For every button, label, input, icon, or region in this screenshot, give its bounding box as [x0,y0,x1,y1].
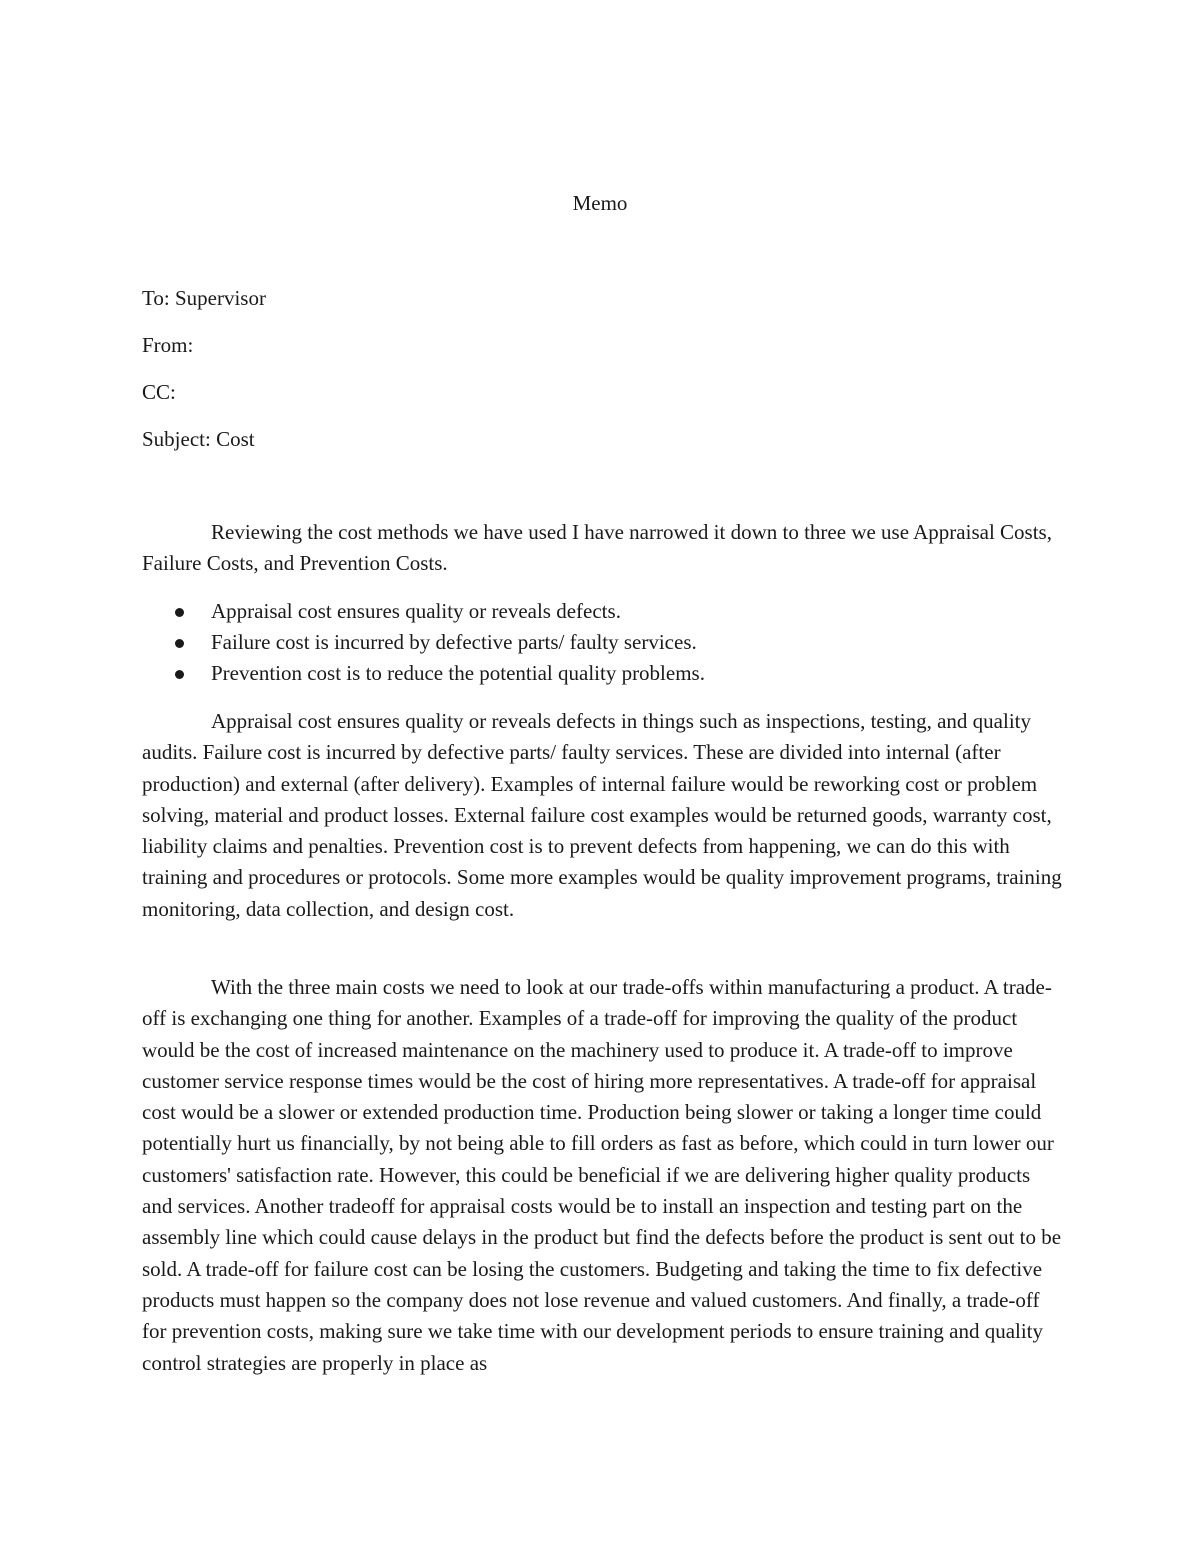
intro-paragraph: Reviewing the cost methods we have used I have narrowed it down to three we use Appraisal Costs, Failure Costs, and Prevention Costs. [142,520,1052,576]
to-field: To: Supervisor [142,286,266,310]
cost-details-paragraph: Appraisal cost ensures quality or reveals defects in things such as inspections, testing, and quality audits. Failure cost is incurred by defective parts/ faulty services. These are divided into internal (after production) and external (after delivery). Examples of internal failure would be reworking cost or problem solving, material and product losses. External failure cost examples would be returned goods, warranty cost, liability claims and penalties. Prevention cost is to prevent defects from happening, we can do this with training and procedures or protocols. Some more examples would be quality improvement programs, training monitoring, data collection, and design cost. [142,709,1062,921]
intro-paragraph-block [142,517,1062,580]
list-item [142,596,1062,627]
bullet-icon [175,608,184,617]
list-item [142,627,1062,658]
cc-field: CC: [142,380,176,404]
list-item-text: Prevention cost is to reduce the potential quality problems. [211,661,705,685]
list-item-text: Appraisal cost ensures quality or reveals defects. [211,599,621,623]
list-item [142,658,1062,689]
subject-field: Subject: Cost [142,427,255,451]
trade-offs-paragraph: With the three main costs we need to look at our trade-offs within manufacturing a product. A trade-off is exchanging one thing for another. Examples of a trade-off for improving the quality of the product would be the cost of increased maintenance on the machinery used to produce it. A trade-off to improve customer service response times would be the cost of hiring more representatives. A trade-off for appraisal cost would be a slower or extended production time. Production being slower or taking a longer time could potentially hurt us financially, by not being able to fill orders as fast as before, which could in turn lower our customers' satisfaction rate. However, this could be beneficial if we are delivering higher quality products and services. Another tradeoff for appraisal costs would be to install an inspection and testing part on the assembly line which could cause delays in the product but find the defects before the product is sent out to be sold. A trade-off for failure cost can be losing the customers. Budgeting and taking the time to fix defective products must happen so the company does not lose revenue and valued customers. And finally, a trade-off for prevention costs, making sure we take time with our development periods to ensure training and quality control strategies are properly in place as [142,975,1062,1375]
trade-offs-block [142,972,1062,1379]
from-field: From: [142,333,194,357]
bullet-icon [175,639,184,648]
list-item-text: Failure cost is incurred by defective parts/ faulty services. [211,630,697,654]
cost-type-list [142,596,1062,689]
cost-details-block [142,706,1062,925]
bullet-icon [175,670,184,679]
memo-title: Memo [572,191,628,215]
